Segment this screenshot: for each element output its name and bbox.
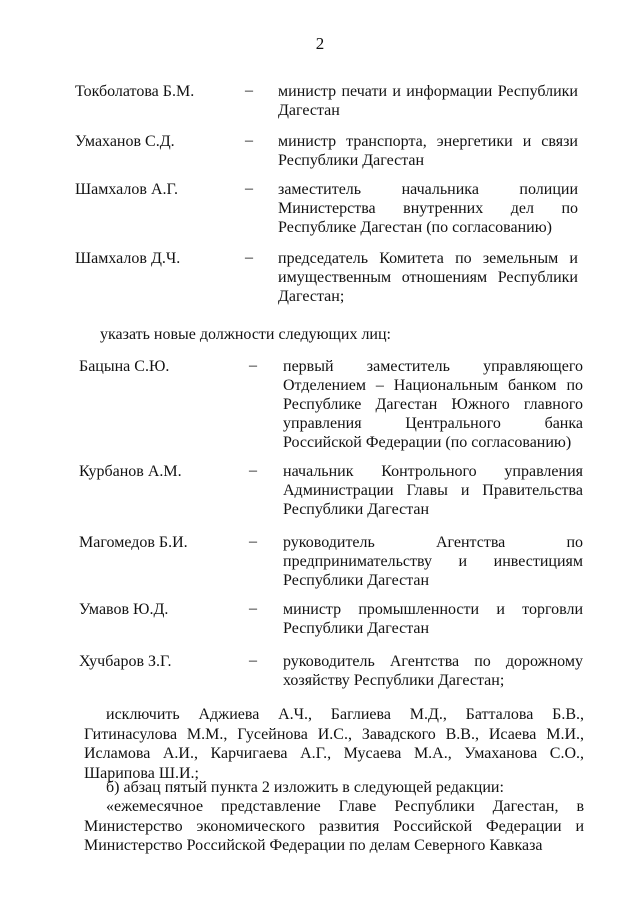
member-position: министр печати и информации Республики Дагестан xyxy=(278,83,578,119)
quote-text: «ежемесячное представление Главе Республики Дагестан, в Министерство экономического развития Российской Федерации и Министерство Российской Федерации по делам Северного Кавказа xyxy=(84,798,584,854)
member-name: Умавов Ю.Д. xyxy=(79,601,169,618)
dash: – xyxy=(245,82,253,99)
member-position: министр транспорта, энергетики и связи Республики Дагестан xyxy=(278,133,578,169)
member-position: председатель Комитета по земельным и имущественным отношениям Республики Дагестан; xyxy=(278,250,578,305)
member-name: Умаханов С.Д. xyxy=(75,133,175,150)
dash: – xyxy=(245,180,253,197)
dash: – xyxy=(245,132,253,149)
member-name: Магомедов Б.И. xyxy=(79,534,188,551)
paragraph-b xyxy=(84,778,584,798)
exclude-text: исключить Аджиева А.Ч., Баглиева М.Д., Батталова Б.В., Гитинасулова М.М., Гусейнова И.С., Завадского В.В., Исаева М.И., Исламова А.И., Карчигаева А.Г., Мусаева М.А., Умаханова С.О., Шарипова Ш.И.; xyxy=(84,706,584,782)
member-position: заместитель начальника полиции Министерства внутренних дел по Республике Дагестан (по согласованию) xyxy=(278,181,578,236)
paragraph-b-text: б) абзац пятый пункта 2 изложить в следующей редакции: xyxy=(106,779,504,796)
member-name: Курбанов А.М. xyxy=(79,463,182,480)
dash: – xyxy=(249,652,257,669)
page-number: 2 xyxy=(315,34,325,53)
member-position: руководитель Агентства по дорожному хозяйству Республики Дагестан; xyxy=(283,653,583,689)
section-label: указать новые должности следующих лиц: xyxy=(100,326,391,343)
member-name: Токболатова Б.М. xyxy=(75,83,195,100)
member-position: министр промышленности и торговли Республики Дагестан xyxy=(283,601,583,637)
member-name: Хучбаров З.Г. xyxy=(79,653,172,670)
exclude-paragraph xyxy=(84,705,584,783)
quote-paragraph xyxy=(84,797,584,856)
member-name: Шамхалов А.Г. xyxy=(75,181,178,198)
dash: – xyxy=(249,357,257,374)
member-name: Бацына С.Ю. xyxy=(79,358,170,375)
dash: – xyxy=(249,533,257,550)
member-position: первый заместитель управляющего Отделением – Национальным банком по Республике Дагестан Южного главного управления Центрального банка Российской Федерации (по согласованию) xyxy=(283,358,583,451)
dash: – xyxy=(249,462,257,479)
dash: – xyxy=(245,249,253,266)
member-position: руководитель Агентства по предпринимательству и инвестициям Республики Дагестан xyxy=(283,534,583,589)
member-name: Шамхалов Д.Ч. xyxy=(75,250,181,267)
dash: – xyxy=(249,600,257,617)
member-position: начальник Контрольного управления Администрации Главы и Правительства Республики Дагестан xyxy=(283,463,583,518)
